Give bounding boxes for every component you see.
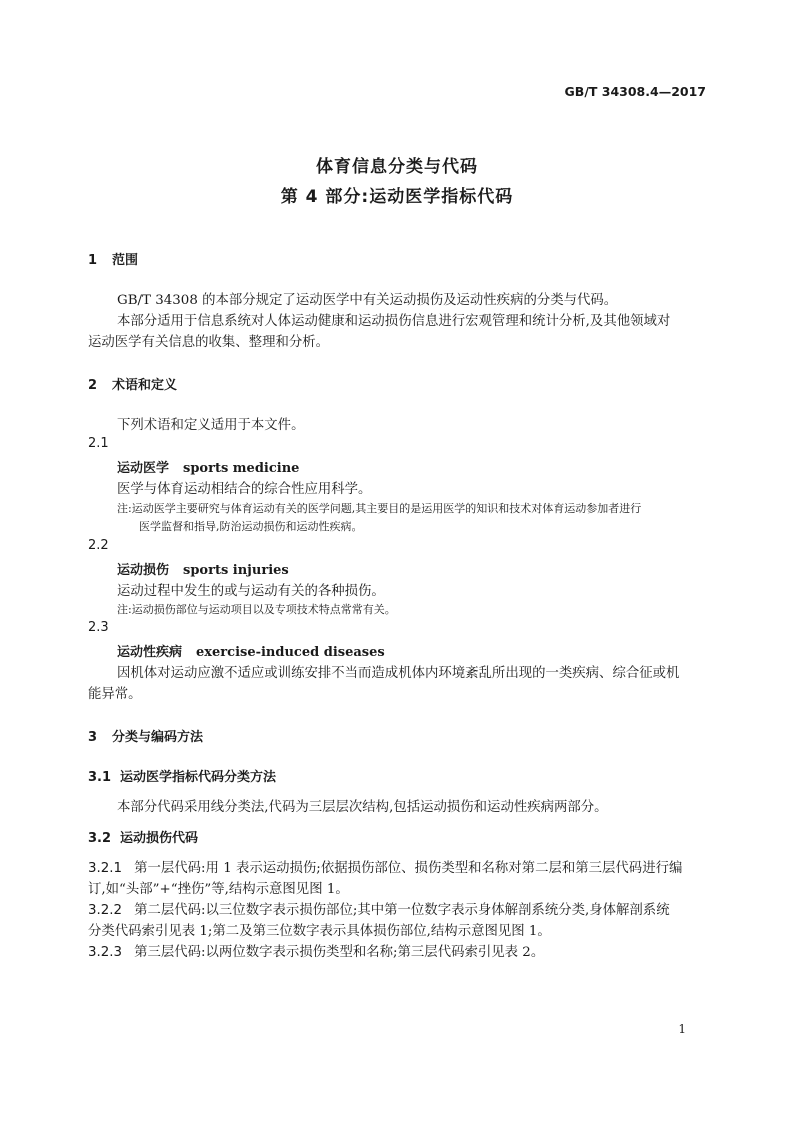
term-definition-continuation: 能异常。 xyxy=(88,687,142,702)
clause-number: 2.1 xyxy=(88,436,109,451)
clause-text: 第三层代码:以两位数字表示损伤类型和名称;第三层代码索引见表 2。 xyxy=(134,945,545,960)
term-definition: 医学与体育运动相结合的综合性应用科学。 xyxy=(117,482,372,497)
term-chinese: 运动损伤 xyxy=(117,563,170,578)
term-definition: 运动过程中发生的或与运动有关的各种损伤。 xyxy=(117,584,385,599)
paragraph: 下列术语和定义适用于本文件。 xyxy=(117,418,305,433)
subsection-3-2-heading xyxy=(88,827,198,846)
section-2-heading xyxy=(88,374,177,393)
term-entry xyxy=(117,559,289,578)
subsection-title: 运动医学指标代码分类方法 xyxy=(120,770,277,785)
clause-number: 2.3 xyxy=(88,620,109,635)
note: 注:运动医学主要研究与体育运动有关的医学问题,其主要目的是运用医学的知识和技术对体育运动参加者进行 xyxy=(117,502,642,515)
clause-text: 第一层代码:用 1 表示运动损伤;依据损伤部位、损伤类型和名称对第二层和第三层代码进行编 xyxy=(134,861,683,876)
term-english: sports medicine xyxy=(183,461,300,476)
subsection-title: 运动损伤代码 xyxy=(120,831,199,846)
section-title: 术语和定义 xyxy=(112,378,178,393)
clause-number: 2.2 xyxy=(88,538,109,553)
clause-continuation: 订,如“头部”+“挫伤”等,结构示意图见图 1。 xyxy=(88,882,349,897)
clause-number: 3.2.3 xyxy=(88,945,123,960)
subsection-number: 3.1 xyxy=(88,770,112,785)
term-english: sports injuries xyxy=(183,563,289,578)
paragraph: 本部分适用于信息系统对人体运动健康和运动损伤信息进行宏观管理和统计分析,及其他领域对 xyxy=(117,314,671,329)
subsection-number: 3.2 xyxy=(88,831,112,846)
section-3-heading xyxy=(88,726,203,745)
clause-3-2-2 xyxy=(88,899,670,918)
section-1-heading xyxy=(88,249,138,268)
note-continuation: 医学监督和指导,防治运动损伤和运动性疾病。 xyxy=(139,520,363,533)
section-title: 范围 xyxy=(112,253,139,268)
section-title: 分类与编码方法 xyxy=(112,730,204,745)
term-entry xyxy=(117,457,299,476)
subsection-3-1-heading xyxy=(88,766,276,785)
clause-number: 3.2.1 xyxy=(88,861,123,876)
clause-3-2-3 xyxy=(88,941,544,960)
term-chinese: 运动医学 xyxy=(117,461,170,476)
section-number: 1 xyxy=(88,253,98,268)
term-definition: 因机体对运动应激不适应或训练安排不当而造成机体内环境紊乱所出现的一类疾病、综合征或机 xyxy=(117,666,680,681)
section-number: 2 xyxy=(88,378,98,393)
paragraph-continuation: 运动医学有关信息的收集、整理和分析。 xyxy=(88,335,330,350)
document-subtitle: 第 4 部分:运动医学指标代码 xyxy=(280,187,514,207)
page-number: 1 xyxy=(678,1022,686,1036)
standard-number: GB/T 34308.4—2017 xyxy=(564,84,706,99)
term-entry xyxy=(117,641,385,660)
term-english: exercise-induced diseases xyxy=(196,645,385,660)
term-chinese: 运动性疾病 xyxy=(117,645,183,660)
clause-number: 3.2.2 xyxy=(88,903,123,918)
clause-continuation: 分类代码索引见表 1;第二及第三位数字表示具体损伤部位,结构示意图见图 1。 xyxy=(88,924,551,939)
clause-3-2-1 xyxy=(88,857,682,876)
document-title: 体育信息分类与代码 xyxy=(316,157,478,177)
paragraph: 本部分代码采用线分类法,代码为三层层次结构,包括运动损伤和运动性疾病两部分。 xyxy=(117,800,608,815)
clause-text: 第二层代码:以三位数字表示损伤部位;其中第一位数字表示身体解剖系统分类,身体解剖系统 xyxy=(134,903,670,918)
section-number: 3 xyxy=(88,730,98,745)
note: 注:运动损伤部位与运动项目以及专项技术特点常常有关。 xyxy=(117,603,396,616)
paragraph: GB/T 34308 的本部分规定了运动医学中有关运动损伤及运动性疾病的分类与代码。 xyxy=(117,293,618,308)
